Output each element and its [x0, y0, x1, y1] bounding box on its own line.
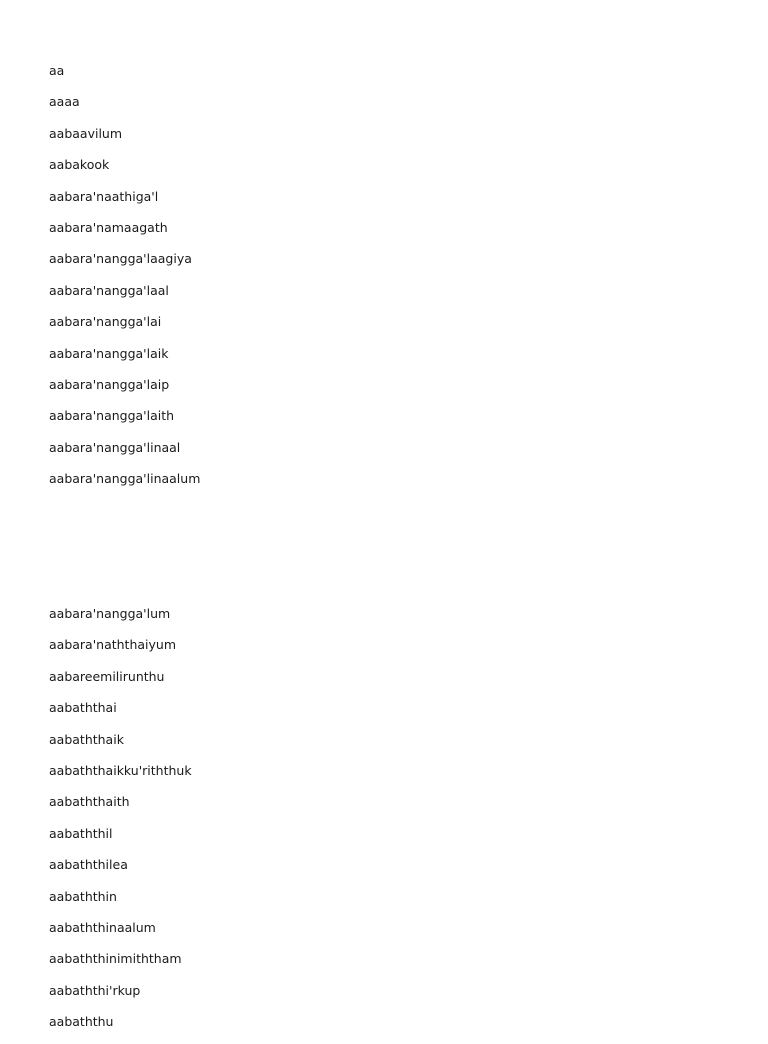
word-entry: aabaththinaalum — [49, 919, 156, 935]
word-entry: aabaavilum — [49, 125, 123, 141]
word-entry: aabakook — [49, 157, 110, 173]
word-entry: aabara'nangga'laik — [49, 345, 169, 361]
word-entry: aabaththu — [49, 1014, 114, 1030]
word-entry: aabara'nangga'lum — [49, 606, 171, 621]
word-entry: aabareemilirunthu — [49, 668, 165, 684]
word-entry: aabaththaik — [49, 731, 124, 747]
word-entry: aabara'nangga'lai — [49, 314, 162, 330]
word-entry: aa — [49, 63, 65, 78]
word-entry: aabaththi'rkup — [49, 982, 141, 998]
word-list-block-1 — [49, 62, 200, 501]
word-entry: aabaththaith — [49, 794, 130, 810]
word-entry: aabaththai — [49, 700, 117, 716]
word-entry: aabaththilea — [49, 857, 128, 873]
word-entry: aabara'nangga'linaal — [49, 439, 181, 455]
word-entry: aabara'nangga'laip — [49, 376, 170, 392]
word-entry: aabara'naththaiyum — [49, 637, 177, 653]
word-list-block-2 — [49, 605, 192, 1044]
word-entry: aabara'naathiga'l — [49, 188, 159, 204]
word-entry: aabara'nangga'laith — [49, 408, 175, 424]
word-entry: aabara'namaagath — [49, 219, 168, 235]
word-entry: aabara'nangga'laal — [49, 282, 169, 298]
word-entry: aaaa — [49, 94, 80, 110]
word-entry: aabaththil — [49, 825, 113, 841]
word-entry: aabaththin — [49, 888, 117, 904]
word-entry: aabaththaikku'riththuk — [49, 762, 192, 778]
word-entry: aabara'nangga'laagiya — [49, 251, 192, 267]
word-entry: aabara'nangga'linaalum — [49, 471, 201, 487]
word-entry: aabaththinimiththam — [49, 951, 182, 967]
